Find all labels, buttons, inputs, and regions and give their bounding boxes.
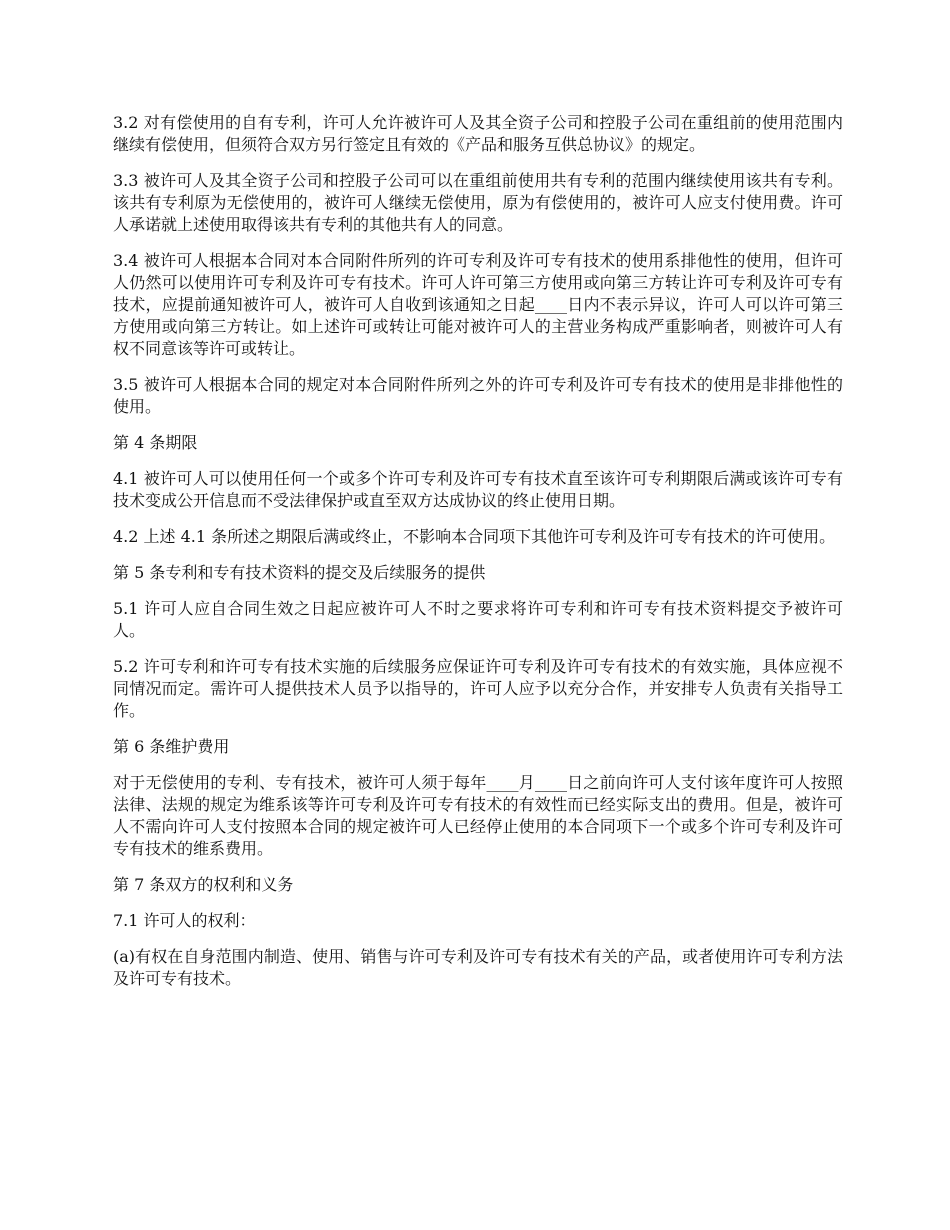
clause-4-1: 4.1 被许可人可以使用任何一个或多个许可专利及许可专有技术直至该许可专利期限后满或该许可专有技术变成公开信息而不受法律保护或直至双方达成协议的终止使用日期。 [113, 469, 843, 510]
article-4-heading: 第 4 条期限 [113, 433, 198, 452]
clause-7-1: 7.1 许可人的权利： [113, 911, 256, 930]
document-body [113, 112, 843, 1004]
clause-3-3: 3.3 被许可人及其全资子公司和控股子公司可以在重组前使用共有专利的范围内继续使用该共有专利。该共有专利原为无偿使用的，被许可人继续无偿使用，原为有偿使用的，被许可人应支付使用费。许可人承诺就上述使用取得该共有专利的其他共有人的同意。 [113, 171, 843, 234]
clause-3-4: 3.4 被许可人根据本合同对本合同附件所列的许可专利及许可专有技术的使用系排他性的使用，但许可人仍然可以使用许可专利及许可专有技术。许可人许可第三方使用或向第三方转让许可专利及许可专有技术，应提前通知被许可人，被许可人自收到该通知之日起____日内不表示异议，许可人可以许可第三方使用或向第三方转让。如上述许可或转让可能对被许可人的主营业务构成严重影响者，则被许可人有权不同意该等许可或转让。 [113, 251, 843, 358]
clause-3-2: 3.2 对有偿使用的自有专利，许可人允许被许可人及其全资子公司和控股子公司在重组前的使用范围内继续有偿使用，但须符合双方另行签定且有效的《产品和服务互供总协议》的规定。 [113, 113, 843, 154]
clause-7-1-a: (a)有权在自身范围内制造、使用、销售与许可专利及许可专有技术有关的产品，或者使用许可专利方法及许可专有技术。 [113, 947, 843, 988]
clause-3-5: 3.5 被许可人根据本合同的规定对本合同附件所列之外的许可专利及许可专有技术的使用是非排他性的使用。 [113, 375, 843, 416]
article-7-heading: 第 7 条双方的权利和义务 [113, 875, 294, 894]
clause-5-1: 5.1 许可人应自合同生效之日起应被许可人不时之要求将许可专利和许可专有技术资料提交予被许可人。 [113, 599, 843, 640]
article-5-heading: 第 5 条专利和专有技术资料的提交及后续服务的提供 [113, 563, 486, 582]
article-6-body: 对于无偿使用的专利、专有技术，被许可人须于每年____月____日之前向许可人支付该年度许可人按照法律、法规的规定为维系该等许可专利及许可专有技术的有效性而已经实际支出的费用。但是，被许可人不需向许可人支付按照本合同的规定被许可人已经停止使用的本合同项下一个或多个许可专利及许可专有技术的维系费用。 [113, 773, 843, 858]
article-6-heading: 第 6 条维护费用 [113, 737, 230, 756]
clause-5-2: 5.2 许可专利和许可专有技术实施的后续服务应保证许可专利及许可专有技术的有效实施，具体应视不同情况而定。需许可人提供技术人员予以指导的，许可人应予以充分合作，并安排专人负责有关指导工作。 [113, 657, 843, 720]
clause-4-2: 4.2 上述 4.1 条所述之期限后满或终止，不影响本合同项下其他许可专利及许可专有技术的许可使用。 [113, 527, 836, 546]
